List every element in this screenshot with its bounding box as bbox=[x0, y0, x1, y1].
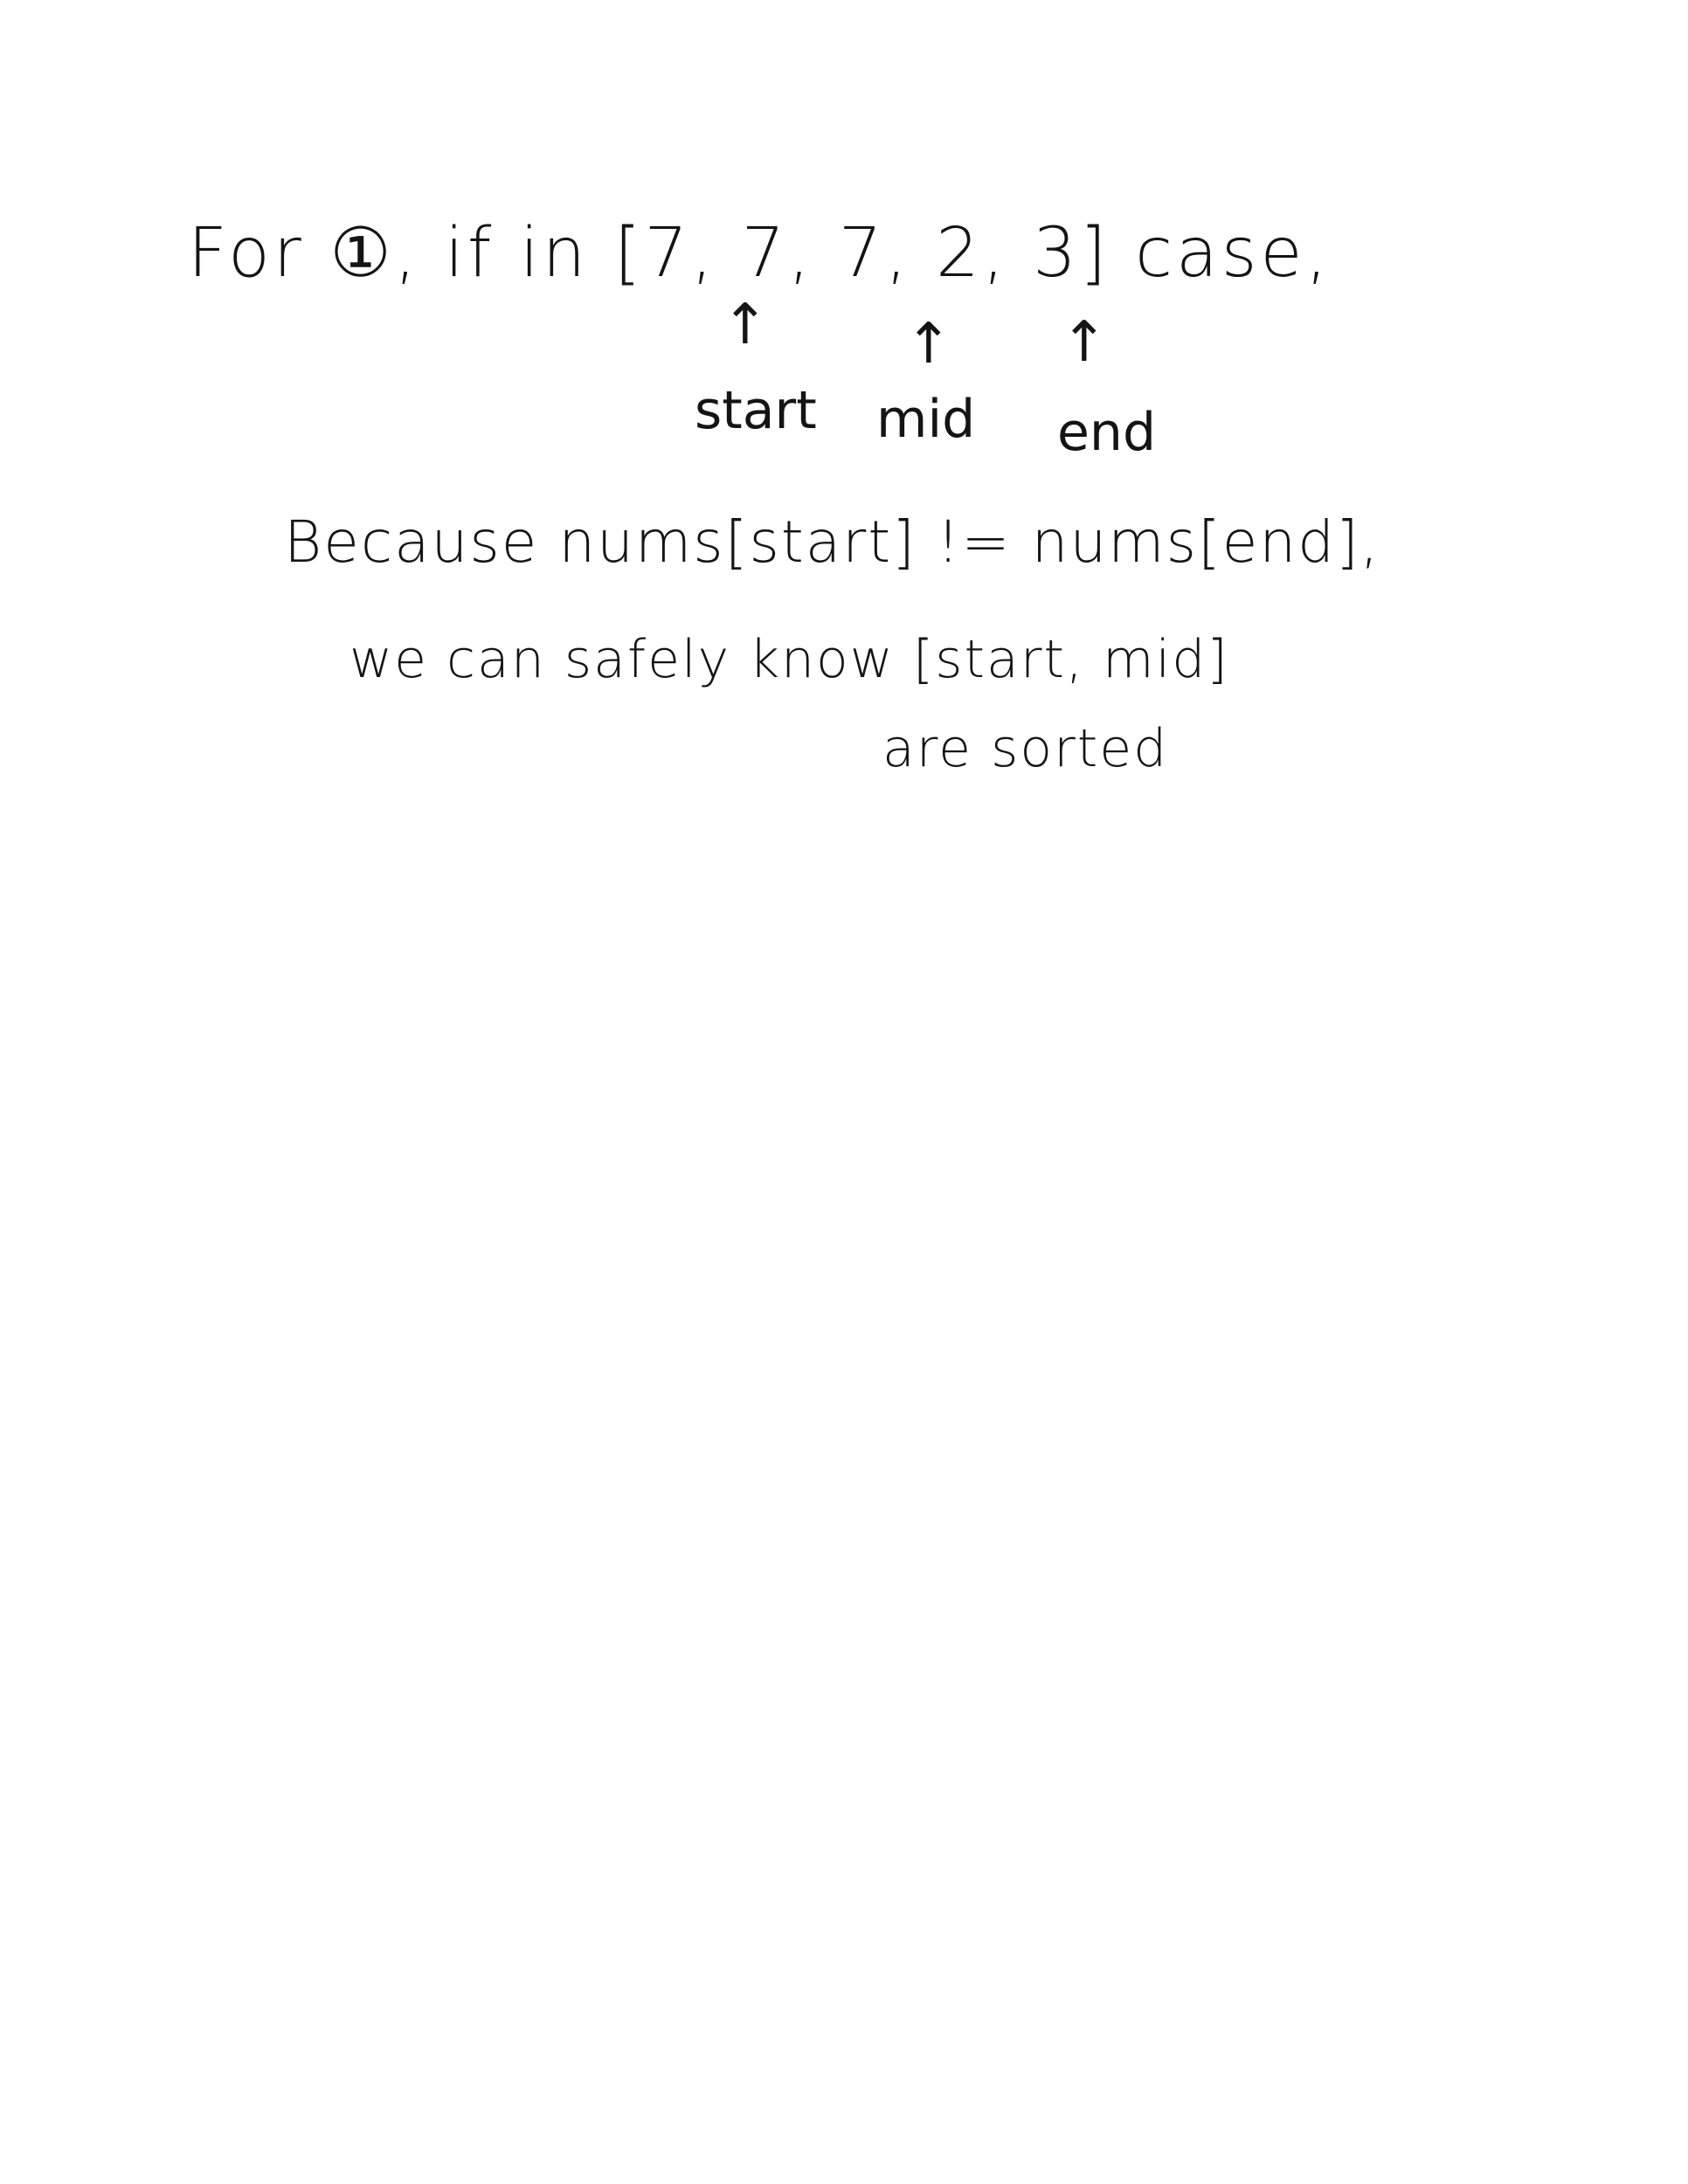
up-arrow-icon-mid: ↑ bbox=[905, 312, 952, 377]
note-line-safely-know: we can safely know [start, mid] bbox=[349, 629, 1229, 690]
pointer-label-start: start bbox=[695, 380, 817, 441]
pointer-label-mid: mid bbox=[876, 389, 976, 450]
note-line-are-sorted: are sorted bbox=[882, 718, 1169, 779]
note-line-case-example: For ①, if in [7, 7, 7, 2, 3] case, bbox=[188, 214, 1332, 293]
note-line-because: Because nums[start] != nums[end], bbox=[284, 508, 1380, 576]
up-arrow-icon-end: ↑ bbox=[1061, 310, 1108, 375]
up-arrow-icon-start: ↑ bbox=[722, 293, 769, 357]
pointer-label-end: end bbox=[1057, 402, 1157, 463]
